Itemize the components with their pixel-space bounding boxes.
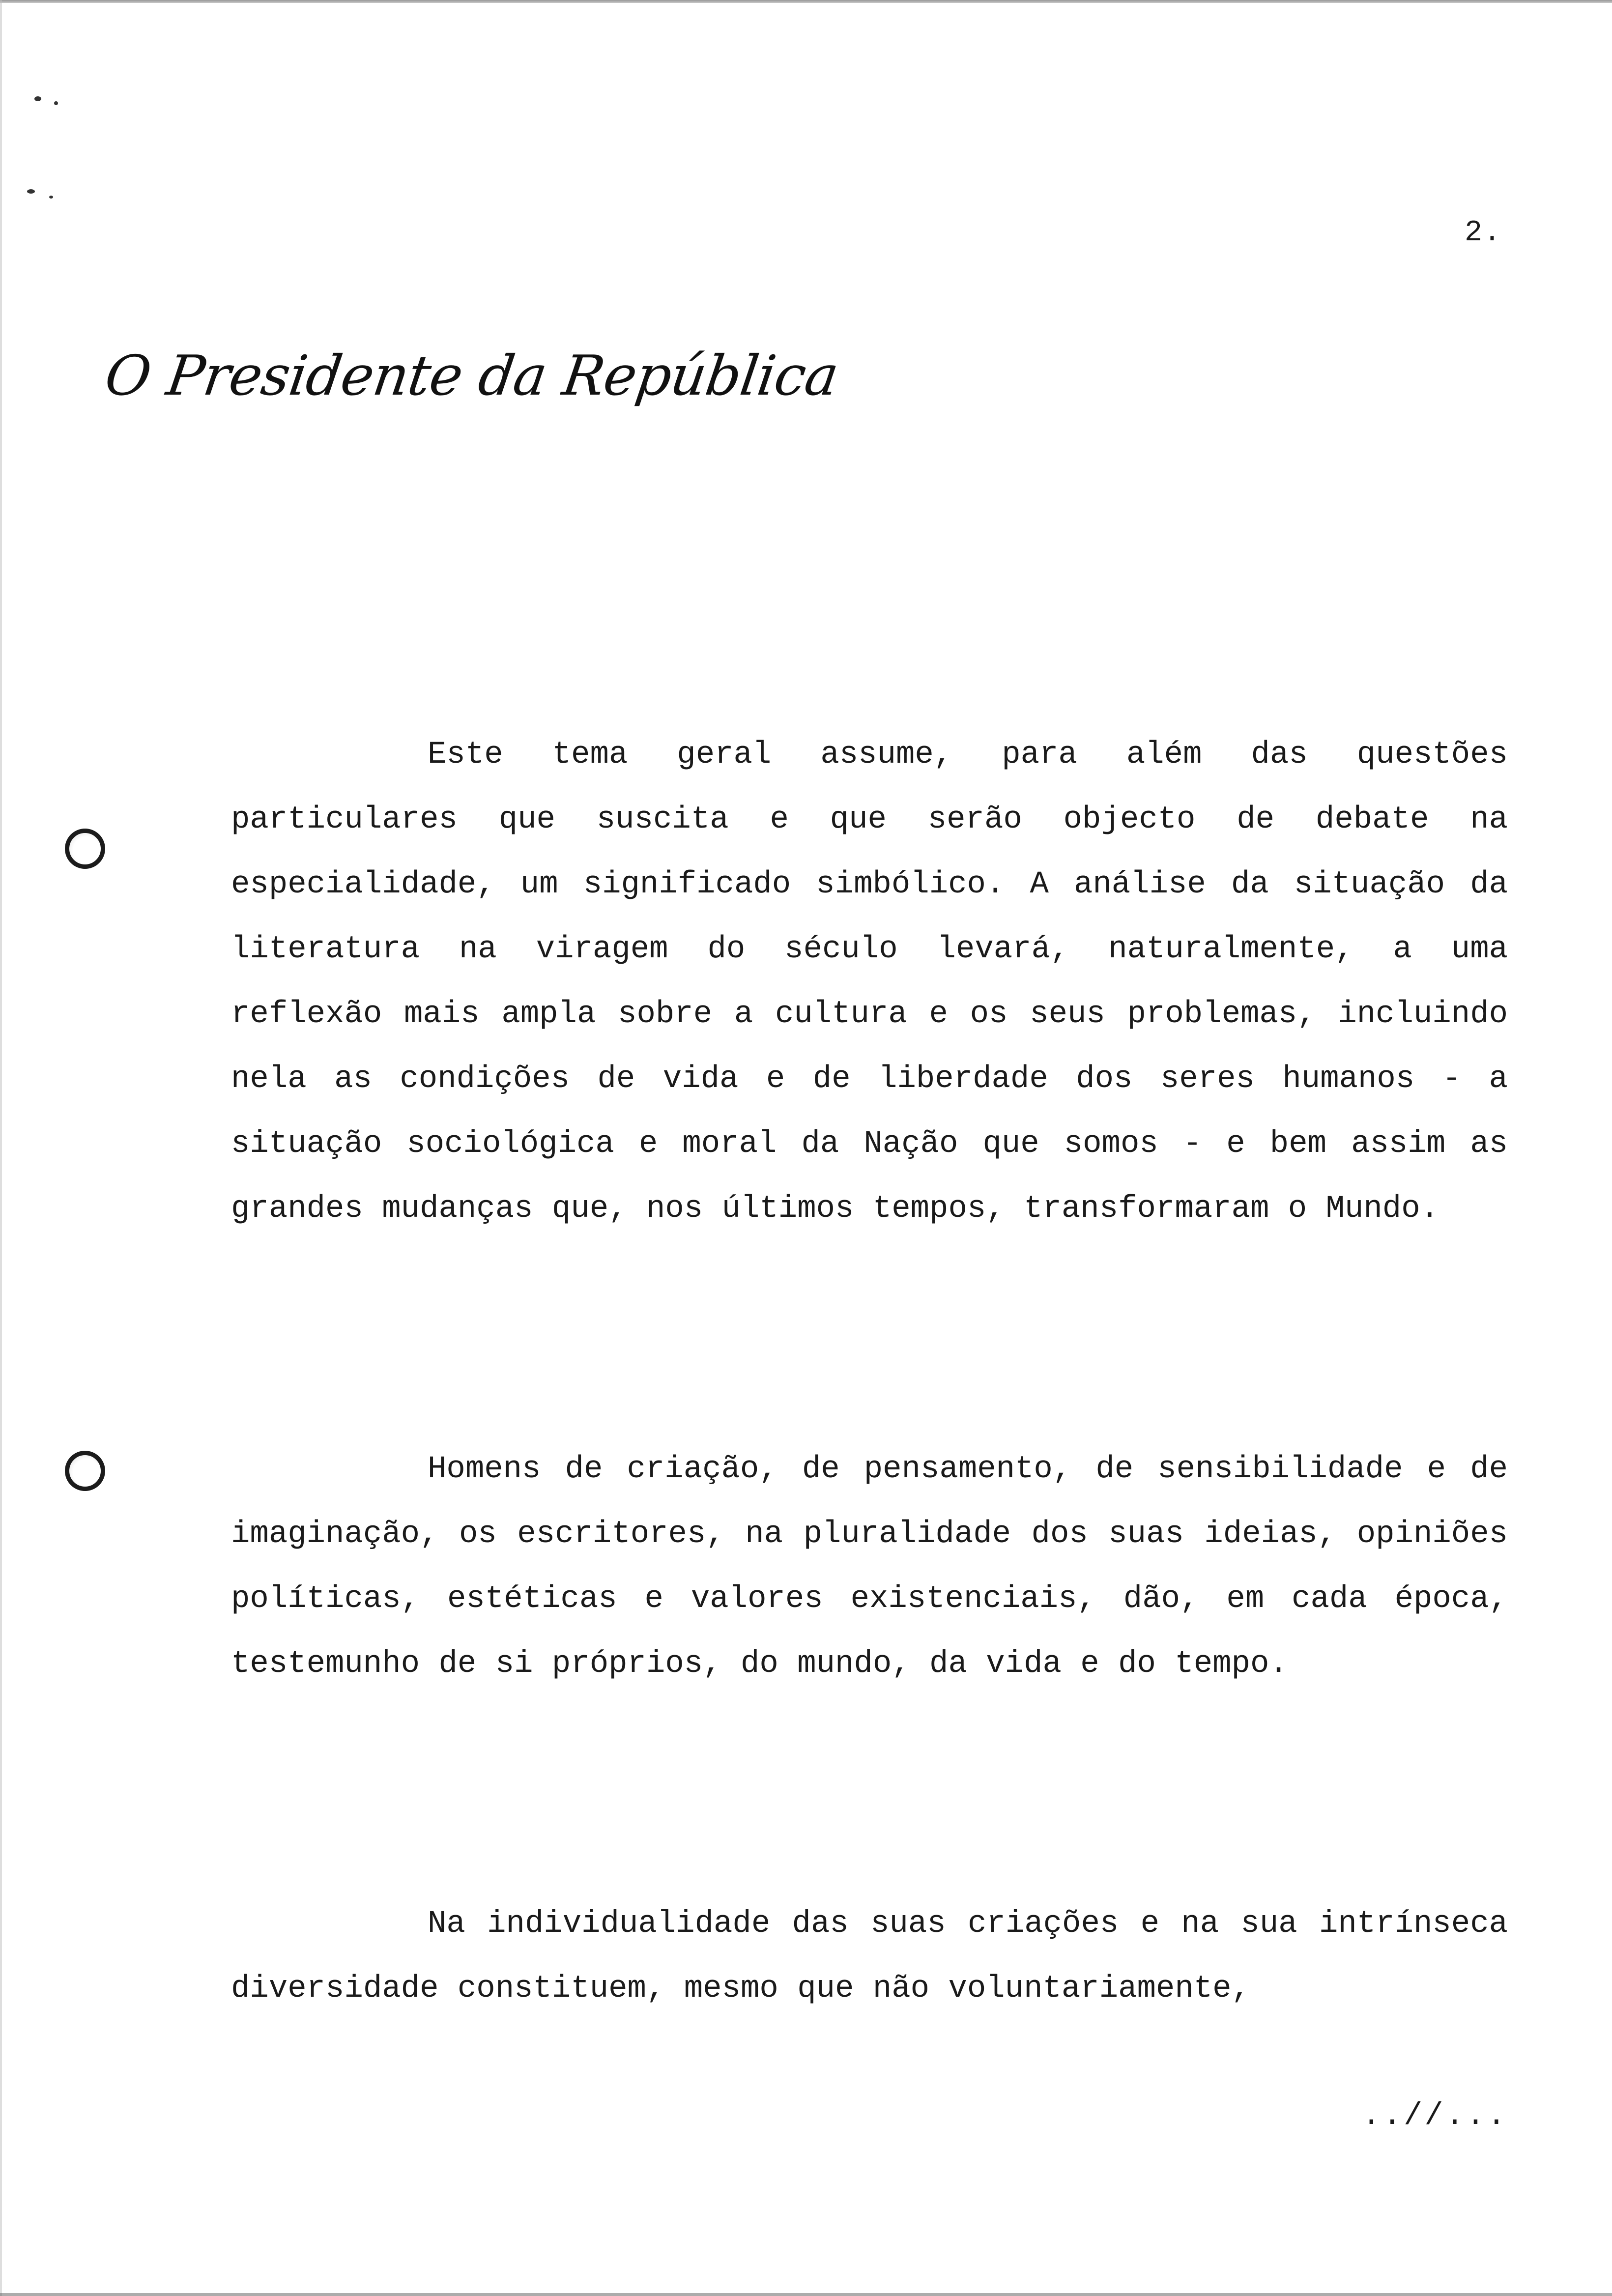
page-number: 2. [1465,216,1502,250]
scan-speck [27,189,35,194]
scan-edge-bottom [0,2293,1612,2296]
continuation-mark: ..//... [1362,2098,1508,2134]
punch-hole [65,1451,105,1491]
scan-speck [34,96,41,101]
paragraph-3: Na individualidade das suas criações e na sua intrínseca diversidade constituem, mesmo que não voluntariamente, [231,1906,1508,2007]
scan-speck [54,101,58,105]
punch-hole [65,829,105,869]
scan-speck [49,196,53,199]
scan-edge-left [0,0,2,2296]
letterhead: O Presidente da República [101,344,842,408]
scan-edge-top [0,0,1612,3]
paragraph-2: Homens de criação, de pensamento, de sensibilidade e de imaginação, os escritores, na pluralidade dos suas ideias, opiniões políticas, estéticas e valores existenciais, dão, em cada época, testemunho de si próprios, do mundo, da vida e do tempo. [231,1452,1508,1682]
paragraph-1: Este tema geral assume, para além das questões particulares que suscita e que serão objecto de debate na especialidade, um significado simbólico. A análise da situação da literatura na viragem do século levará, naturalmente, a uma reflexão mais ampla sobre a cultura e os seus problemas, incluindo nela as condições de vida e de liberdade dos seres humanos - a situação sociológica e moral da Nação que somos - e bem assim as grandes mudanças que, nos últimos tempos, transformaram o Mundo. [231,737,1508,1227]
